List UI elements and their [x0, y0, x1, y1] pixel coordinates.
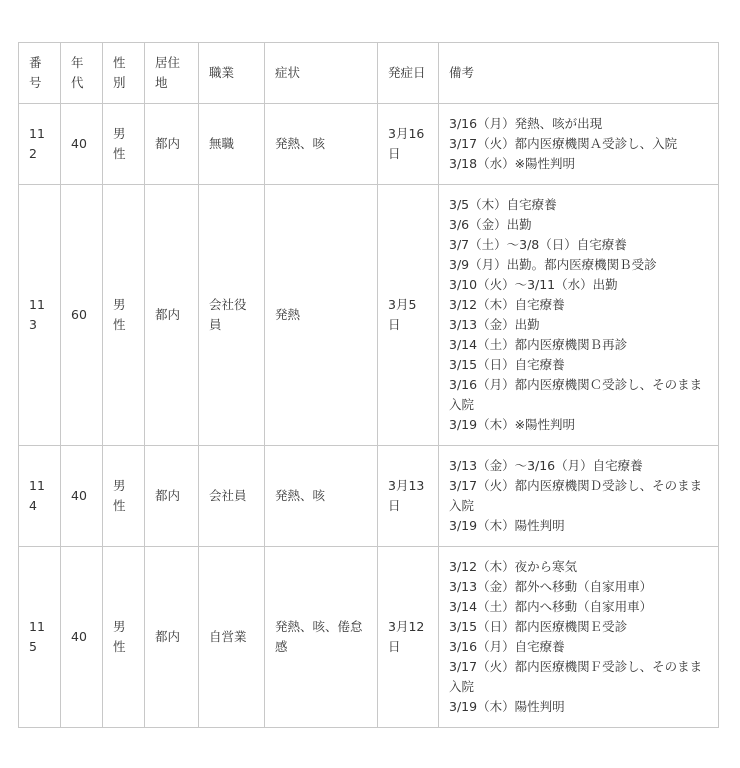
cell-occupation: 自営業	[199, 547, 265, 728]
cell-no: 112	[19, 104, 61, 185]
cell-residence: 都内	[145, 547, 199, 728]
note-line: 3/15（日）自宅療養	[449, 357, 565, 372]
table-header	[19, 43, 719, 104]
cell-symptoms: 発熱、咳	[265, 104, 378, 185]
cell-occupation: 会社員	[199, 446, 265, 547]
cell-no: 114	[19, 446, 61, 547]
cell-sex: 男性	[103, 185, 145, 446]
header-no: 番号	[19, 43, 61, 104]
note-line: 3/19（木）※陽性判明	[449, 417, 576, 432]
cell-residence: 都内	[145, 446, 199, 547]
note-line: 3/16（月）発熱、咳が出現	[449, 116, 603, 131]
cell-onset: 3月13日	[378, 446, 439, 547]
header-row	[19, 43, 719, 104]
cell-residence: 都内	[145, 185, 199, 446]
cell-age: 40	[61, 446, 103, 547]
table-row	[19, 185, 719, 446]
note-line: 3/12（木）夜から寒気	[449, 559, 578, 574]
note-line: 3/9（月）出勤。都内医療機関Ｂ受診	[449, 257, 657, 272]
cell-residence: 都内	[145, 104, 199, 185]
note-line: 3/7（土）～3/8（日）自宅療養	[449, 237, 627, 252]
cell-occupation: 会社役員	[199, 185, 265, 446]
header-occupation: 職業	[199, 43, 265, 104]
header-residence: 居住地	[145, 43, 199, 104]
cell-notes	[439, 446, 719, 547]
note-line: 3/17（火）都内医療機関Ｄ受診し、そのまま入院	[449, 478, 703, 513]
header-symptoms: 症状	[265, 43, 378, 104]
note-line: 3/17（火）都内医療機関Ｆ受診し、そのまま入院	[449, 659, 703, 694]
table-row	[19, 547, 719, 728]
cell-sex: 男性	[103, 547, 145, 728]
header-sex: 性別	[103, 43, 145, 104]
table-row	[19, 104, 719, 185]
note-line: 3/12（木）自宅療養	[449, 297, 565, 312]
note-line: 3/16（月）都内医療機関Ｃ受診し、そのまま入院	[449, 377, 703, 412]
note-line: 3/5（木）自宅療養	[449, 197, 557, 212]
note-line: 3/13（金）都外へ移動（自家用車）	[449, 579, 653, 594]
table-body	[19, 104, 719, 728]
note-line: 3/15（日）都内医療機関Ｅ受診	[449, 619, 628, 634]
cell-notes	[439, 547, 719, 728]
cell-sex: 男性	[103, 446, 145, 547]
cell-onset: 3月12日	[378, 547, 439, 728]
cell-no: 115	[19, 547, 61, 728]
cell-sex: 男性	[103, 104, 145, 185]
header-notes: 備考	[439, 43, 719, 104]
cell-symptoms: 発熱、咳	[265, 446, 378, 547]
note-line: 3/13（金）出勤	[449, 317, 540, 332]
note-line: 3/19（木）陽性判明	[449, 699, 565, 714]
cell-no: 113	[19, 185, 61, 446]
note-line: 3/13（金）～3/16（月）自宅療養	[449, 458, 643, 473]
cell-symptoms: 発熱	[265, 185, 378, 446]
note-line: 3/14（土）都内医療機関Ｂ再診	[449, 337, 628, 352]
cell-occupation: 無職	[199, 104, 265, 185]
case-table	[18, 42, 719, 728]
note-line: 3/17（火）都内医療機関Ａ受診し、入院	[449, 136, 678, 151]
note-line: 3/19（木）陽性判明	[449, 518, 565, 533]
note-line: 3/6（金）出勤	[449, 217, 532, 232]
cell-notes	[439, 185, 719, 446]
cell-age: 40	[61, 104, 103, 185]
cell-symptoms: 発熱、咳、倦怠感	[265, 547, 378, 728]
cell-age: 60	[61, 185, 103, 446]
note-line: 3/18（水）※陽性判明	[449, 156, 576, 171]
header-onset: 発症日	[378, 43, 439, 104]
note-line: 3/16（月）自宅療養	[449, 639, 565, 654]
note-line: 3/14（土）都内へ移動（自家用車）	[449, 599, 653, 614]
header-age: 年代	[61, 43, 103, 104]
table-row	[19, 446, 719, 547]
cell-notes	[439, 104, 719, 185]
cell-onset: 3月5日	[378, 185, 439, 446]
cell-age: 40	[61, 547, 103, 728]
note-line: 3/10（火）～3/11（水）出勤	[449, 277, 618, 292]
cell-onset: 3月16日	[378, 104, 439, 185]
